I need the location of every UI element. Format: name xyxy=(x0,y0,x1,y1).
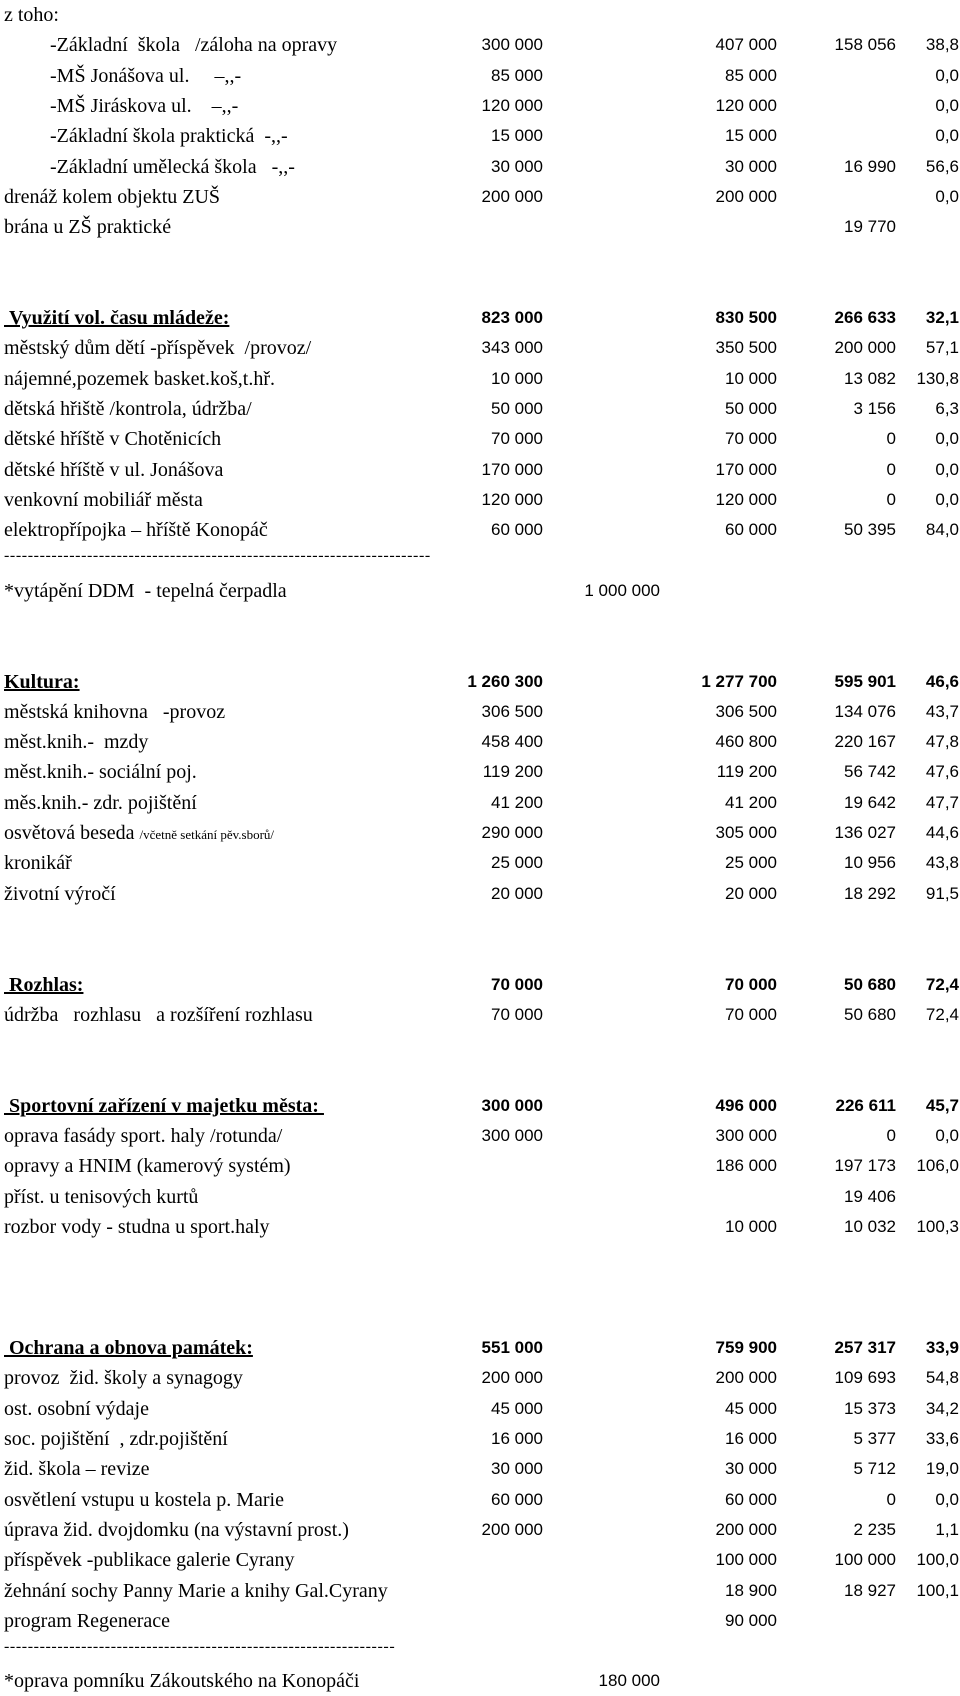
budget-value: 20 000 xyxy=(491,884,543,903)
adjusted-budget-value: 300 000 xyxy=(715,1126,777,1145)
actual-value: 136 027 xyxy=(834,823,896,842)
actual-value: 197 173 xyxy=(834,1156,896,1175)
table-row xyxy=(0,182,960,212)
percent-value: 0,0 xyxy=(935,460,959,479)
actual-value: 0 xyxy=(886,1490,896,1509)
section-heading xyxy=(0,970,960,1000)
adjusted-budget-value: 60 000 xyxy=(725,520,777,539)
actual-value: 134 076 xyxy=(834,702,896,721)
row-label: městský dům dětí -příspěvek /provoz/ xyxy=(4,337,312,359)
percent-value: 47,6 xyxy=(925,762,959,781)
table-row xyxy=(0,30,960,60)
budget-value: 25 000 xyxy=(491,853,543,872)
adjusted-budget-value: 306 500 xyxy=(715,702,777,721)
row-label: městská knihovna -provoz xyxy=(4,701,226,723)
percent-value: 34,2 xyxy=(925,1399,959,1418)
actual-value: 10 956 xyxy=(844,853,896,872)
table-row xyxy=(0,1212,960,1242)
budget-value: 60 000 xyxy=(491,520,543,539)
table-row xyxy=(0,1424,960,1454)
actual-value: 595 901 xyxy=(834,672,896,691)
table-row xyxy=(0,485,960,515)
row-label: Ochrana a obnova památek: xyxy=(4,1337,253,1359)
adjusted-budget-value: 70 000 xyxy=(725,1005,777,1024)
table-row xyxy=(0,697,960,727)
row-label: Kultura: xyxy=(4,671,80,693)
percent-value: 32,1 xyxy=(925,308,959,327)
actual-value: 2 235 xyxy=(853,1520,896,1539)
percent-value: 57,1 xyxy=(925,338,959,357)
table-row xyxy=(0,1121,960,1151)
dash-separator: ------------------------------------------------------------------------ xyxy=(4,547,431,564)
percent-value: 46,6 xyxy=(925,672,959,691)
budget-value: 50 000 xyxy=(491,399,543,418)
percent-value: 33,6 xyxy=(925,1429,959,1448)
adjusted-budget-value: 200 000 xyxy=(715,187,777,206)
adjusted-budget-value: 120 000 xyxy=(715,96,777,115)
budget-value: 170 000 xyxy=(481,460,543,479)
note-row xyxy=(0,1666,960,1696)
row-label: -Základní škola praktická -,,- xyxy=(50,125,288,147)
percent-value: 91,5 xyxy=(925,884,959,903)
row-label: kronikář xyxy=(4,852,72,874)
table-row xyxy=(0,91,960,121)
row-label: dětské hříště v ul. Jonášova xyxy=(4,459,224,481)
actual-value: 266 633 xyxy=(834,308,896,327)
table-row xyxy=(0,1151,960,1181)
actual-value: 19 642 xyxy=(844,793,896,812)
note-row xyxy=(0,576,960,606)
row-label: -MŠ Jiráskova ul. –,,- xyxy=(50,95,239,117)
separator-line xyxy=(0,1632,960,1662)
budget-value: 85 000 xyxy=(491,66,543,85)
table-row xyxy=(0,394,960,424)
adjusted-budget-value: 200 000 xyxy=(715,1520,777,1539)
row-label: brána u ZŠ praktické xyxy=(4,216,172,238)
row-label: dětská hřiště /kontrola, údržba/ xyxy=(4,398,252,420)
percent-value: 130,8 xyxy=(916,369,959,388)
actual-value: 226 611 xyxy=(835,1096,896,1115)
table-row xyxy=(0,1576,960,1606)
row-label: z toho: xyxy=(4,4,59,26)
adjusted-budget-value: 10 000 xyxy=(725,369,777,388)
percent-value: 56,6 xyxy=(925,157,959,176)
budget-value: 300 000 xyxy=(481,35,543,54)
dash-separator: ------------------------------------------------------------------ xyxy=(4,1638,396,1655)
budget-value: 200 000 xyxy=(481,187,543,206)
row-label: venkovní mobiliář města xyxy=(4,489,203,511)
adjusted-budget-value: 41 200 xyxy=(725,793,777,812)
row-label: nájemné,pozemek basket.koš,t.hř. xyxy=(4,368,276,390)
actual-value: 257 317 xyxy=(834,1338,896,1357)
row-label: žehnání sochy Panny Marie a knihy Gal.Cyrany xyxy=(4,1580,388,1602)
row-label: úprava žid. dvojdomku (na výstavní prost.) xyxy=(4,1519,349,1541)
actual-value: 5 712 xyxy=(853,1459,896,1478)
row-label: drenáž kolem objektu ZUŠ xyxy=(4,186,221,208)
percent-value: 72,4 xyxy=(925,975,959,994)
table-row xyxy=(0,727,960,757)
budget-value: 16 000 xyxy=(491,1429,543,1448)
percent-value: 43,7 xyxy=(925,702,959,721)
actual-value: 0 xyxy=(886,490,896,509)
adjusted-budget-value: 85 000 xyxy=(725,66,777,85)
actual-value: 0 xyxy=(886,429,896,448)
budget-value: 290 000 xyxy=(481,823,543,842)
table-row xyxy=(0,1000,960,1030)
budget-value: 120 000 xyxy=(481,490,543,509)
row-label: osvětová beseda /včetně setkání pěv.sborů/ xyxy=(4,822,275,844)
row-label: opravy a HNIM (kamerový systém) xyxy=(4,1155,291,1177)
row-label: měst.knih.- sociální poj. xyxy=(4,761,197,783)
adjusted-budget-value: 15 000 xyxy=(725,126,777,145)
percent-value: 47,8 xyxy=(925,732,959,751)
table-row xyxy=(0,788,960,818)
table-row xyxy=(0,1363,960,1393)
adjusted-budget-value: 45 000 xyxy=(725,1399,777,1418)
adjusted-budget-value: 759 900 xyxy=(715,1338,777,1357)
percent-value: 44,6 xyxy=(925,823,959,842)
row-label: osvětlení vstupu u kostela p. Marie xyxy=(4,1489,284,1511)
section-heading xyxy=(0,667,960,697)
adjusted-budget-value: 496 000 xyxy=(715,1096,777,1115)
separator-line xyxy=(0,541,960,571)
budget-value: 458 400 xyxy=(481,732,543,751)
budget-value: 306 500 xyxy=(481,702,543,721)
budget-value: 41 200 xyxy=(491,793,543,812)
table-row xyxy=(0,1182,960,1212)
adjusted-budget-value: 18 900 xyxy=(725,1581,777,1600)
actual-value: 5 377 xyxy=(853,1429,896,1448)
adjusted-budget-value: 60 000 xyxy=(725,1490,777,1509)
budget-value: 60 000 xyxy=(491,1490,543,1509)
row-label: údržba rozhlasu a rozšíření rozhlasu xyxy=(4,1004,313,1026)
actual-value: 18 292 xyxy=(844,884,896,903)
actual-value: 0 xyxy=(886,1126,896,1145)
table-row xyxy=(0,1485,960,1515)
budget-value: 10 000 xyxy=(491,369,543,388)
row-label: životní výročí xyxy=(4,883,116,905)
percent-value: 100,1 xyxy=(916,1581,959,1600)
table-row xyxy=(0,333,960,363)
row-label: dětské hříště v Chotěnicích xyxy=(4,428,222,450)
actual-value: 50 395 xyxy=(844,520,896,539)
adjusted-budget-value: 30 000 xyxy=(725,157,777,176)
adjusted-budget-value: 305 000 xyxy=(715,823,777,842)
actual-value: 18 927 xyxy=(844,1581,896,1600)
budget-value: 551 000 xyxy=(481,1338,543,1357)
adjusted-budget-value: 1 277 700 xyxy=(701,672,777,691)
percent-value: 0,0 xyxy=(935,1490,959,1509)
adjusted-budget-value: 186 000 xyxy=(715,1156,777,1175)
table-row xyxy=(0,0,960,30)
row-label: oprava fasády sport. haly /rotunda/ xyxy=(4,1125,283,1147)
table-row xyxy=(0,818,960,848)
row-label: příspěvek -publikace galerie Cyrany xyxy=(4,1549,295,1571)
actual-value: 158 056 xyxy=(834,35,896,54)
table-row xyxy=(0,364,960,394)
note-label: *oprava pomníku Zákoutského na Konopáči xyxy=(4,1670,360,1692)
table-row xyxy=(0,121,960,151)
percent-value: 106,0 xyxy=(916,1156,959,1175)
percent-value: 1,1 xyxy=(935,1520,959,1539)
actual-value: 100 000 xyxy=(834,1550,896,1569)
percent-value: 0,0 xyxy=(935,126,959,145)
budget-value: 300 000 xyxy=(481,1096,543,1115)
adjusted-budget-value: 460 800 xyxy=(715,732,777,751)
adjusted-budget-value: 50 000 xyxy=(725,399,777,418)
percent-value: 0,0 xyxy=(935,187,959,206)
row-label: elektropřípojka – hříště Konopáč xyxy=(4,519,268,541)
percent-value: 72,4 xyxy=(925,1005,959,1024)
budget-value: 70 000 xyxy=(491,975,543,994)
adjusted-budget-value: 25 000 xyxy=(725,853,777,872)
actual-value: 220 167 xyxy=(834,732,896,751)
percent-value: 0,0 xyxy=(935,96,959,115)
adjusted-budget-value: 70 000 xyxy=(725,429,777,448)
actual-value: 3 156 xyxy=(853,399,896,418)
adjusted-budget-value: 170 000 xyxy=(715,460,777,479)
budget-value: 119 200 xyxy=(482,762,543,781)
percent-value: 100,3 xyxy=(916,1217,959,1236)
percent-value: 47,7 xyxy=(925,793,959,812)
note-label: *vytápění DDM - tepelná čerpadla xyxy=(4,580,287,602)
adjusted-budget-value: 120 000 xyxy=(715,490,777,509)
adjusted-budget-value: 90 000 xyxy=(725,1611,777,1630)
section-heading xyxy=(0,1333,960,1363)
actual-value: 15 373 xyxy=(844,1399,896,1418)
row-label: Sportovní zařízení v majetku města: xyxy=(4,1095,324,1117)
budget-value: 30 000 xyxy=(491,1459,543,1478)
percent-value: 33,9 xyxy=(925,1338,959,1357)
budget-value: 200 000 xyxy=(481,1368,543,1387)
budget-value: 70 000 xyxy=(491,1005,543,1024)
percent-value: 38,8 xyxy=(925,35,959,54)
adjusted-budget-value: 407 000 xyxy=(715,35,777,54)
percent-value: 6,3 xyxy=(935,399,959,418)
budget-value: 15 000 xyxy=(491,126,543,145)
adjusted-budget-value: 30 000 xyxy=(725,1459,777,1478)
actual-value: 13 082 xyxy=(844,369,896,388)
table-row xyxy=(0,1515,960,1545)
actual-value: 16 990 xyxy=(844,157,896,176)
row-label: program Regenerace xyxy=(4,1610,171,1632)
note-value: 180 000 xyxy=(598,1671,660,1690)
percent-value: 0,0 xyxy=(935,429,959,448)
adjusted-budget-value: 10 000 xyxy=(725,1217,777,1236)
actual-value: 50 680 xyxy=(844,1005,896,1024)
actual-value: 19 770 xyxy=(844,217,896,236)
actual-value: 56 742 xyxy=(844,762,896,781)
percent-value: 0,0 xyxy=(935,66,959,85)
table-row xyxy=(0,757,960,787)
adjusted-budget-value: 830 500 xyxy=(715,308,777,327)
adjusted-budget-value: 70 000 xyxy=(725,975,777,994)
row-label: měst.knih.- mzdy xyxy=(4,731,149,753)
row-label: -MŠ Jonášova ul. –,,- xyxy=(50,65,242,87)
section-heading xyxy=(0,303,960,333)
budget-value: 343 000 xyxy=(481,338,543,357)
table-row xyxy=(0,61,960,91)
percent-value: 100,0 xyxy=(916,1550,959,1569)
row-label-note: /včetně setkání pěv.sborů/ xyxy=(139,827,275,842)
budget-value: 300 000 xyxy=(481,1126,543,1145)
row-label: příst. u tenisových kurtů xyxy=(4,1186,199,1208)
percent-value: 0,0 xyxy=(935,1126,959,1145)
actual-value: 19 406 xyxy=(844,1187,896,1206)
adjusted-budget-value: 350 500 xyxy=(715,338,777,357)
table-row xyxy=(0,152,960,182)
adjusted-budget-value: 119 200 xyxy=(716,762,777,781)
row-label: -Základní umělecká škola -,,- xyxy=(50,156,295,178)
percent-value: 19,0 xyxy=(925,1459,959,1478)
percent-value: 84,0 xyxy=(925,520,959,539)
actual-value: 200 000 xyxy=(834,338,896,357)
table-row xyxy=(0,848,960,878)
actual-value: 50 680 xyxy=(844,975,896,994)
budget-value: 30 000 xyxy=(491,157,543,176)
note-value: 1 000 000 xyxy=(584,581,660,600)
table-row xyxy=(0,212,960,242)
table-row xyxy=(0,455,960,485)
adjusted-budget-value: 20 000 xyxy=(725,884,777,903)
budget-value: 1 260 300 xyxy=(467,672,543,691)
adjusted-budget-value: 100 000 xyxy=(715,1550,777,1569)
budget-value: 120 000 xyxy=(481,96,543,115)
row-label: Využití vol. času mládeže: xyxy=(4,307,230,329)
budget-value: 70 000 xyxy=(491,429,543,448)
budget-value: 200 000 xyxy=(481,1520,543,1539)
actual-value: 0 xyxy=(886,460,896,479)
row-label: -Základní škola /záloha na opravy xyxy=(50,34,338,56)
row-label: soc. pojištění , zdr.pojištění xyxy=(4,1428,228,1450)
row-label: měs.knih.- zdr. pojištění xyxy=(4,792,197,814)
row-label: provoz žid. školy a synagogy xyxy=(4,1367,243,1389)
table-row xyxy=(0,424,960,454)
percent-value: 45,7 xyxy=(925,1096,959,1115)
actual-value: 10 032 xyxy=(844,1217,896,1236)
percent-value: 43,8 xyxy=(925,853,959,872)
table-row xyxy=(0,1545,960,1575)
budget-value: 823 000 xyxy=(481,308,543,327)
table-row xyxy=(0,879,960,909)
percent-value: 54,8 xyxy=(925,1368,959,1387)
adjusted-budget-value: 16 000 xyxy=(725,1429,777,1448)
actual-value: 109 693 xyxy=(834,1368,896,1387)
percent-value: 0,0 xyxy=(935,490,959,509)
section-heading xyxy=(0,1091,960,1121)
adjusted-budget-value: 200 000 xyxy=(715,1368,777,1387)
table-row xyxy=(0,1394,960,1424)
row-label: rozbor vody - studna u sport.haly xyxy=(4,1216,270,1238)
row-label: žid. škola – revize xyxy=(4,1458,150,1480)
row-label: ost. osobní výdaje xyxy=(4,1398,149,1420)
budget-value: 45 000 xyxy=(491,1399,543,1418)
row-label: Rozhlas: xyxy=(4,974,84,996)
table-row xyxy=(0,1454,960,1484)
